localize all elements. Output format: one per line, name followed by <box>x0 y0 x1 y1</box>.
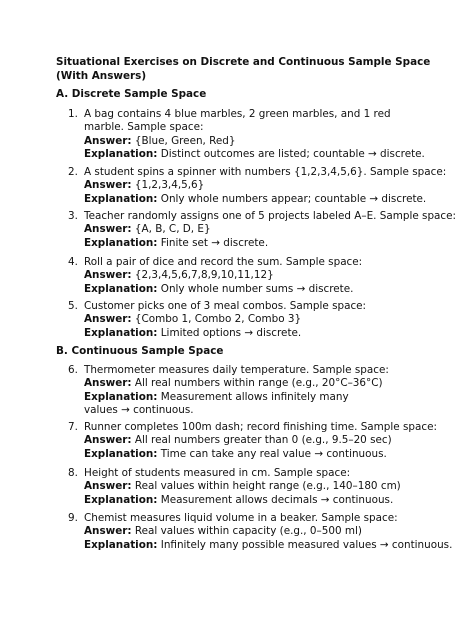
item-explanation: Distinct outcomes are listed; countable → discrete. <box>160 147 425 160</box>
item-answer-line <box>84 313 428 326</box>
item-answer: {Blue, Green, Red} <box>134 134 236 147</box>
item-body <box>84 467 428 507</box>
answer-label: Answer: <box>84 269 132 282</box>
explanation-label: Explanation: <box>84 493 158 506</box>
item-number: 1. <box>68 108 78 120</box>
item-answer-line <box>84 179 428 192</box>
item-answer-line <box>84 223 428 236</box>
item-body <box>84 300 428 340</box>
answer-label: Answer: <box>84 525 132 538</box>
item-answer-line <box>84 135 428 148</box>
item-explanation: Measurement allows decimals → continuous. <box>160 493 394 506</box>
answer-label: Answer: <box>84 134 132 147</box>
item-question: Roll a pair of dice and record the sum. Sample space: <box>84 256 363 268</box>
item-answer: Real values within height range (e.g., 140–180 cm) <box>134 480 401 493</box>
exercise-item-1 <box>68 108 428 161</box>
answer-label: Answer: <box>84 480 132 493</box>
item-answer-line <box>84 377 428 390</box>
item-answer: {Combo 1, Combo 2, Combo 3} <box>134 313 302 326</box>
item-explanation-line <box>84 538 453 552</box>
item-number: 9. <box>68 512 78 524</box>
item-answer-line <box>84 525 428 538</box>
item-explanation: Only whole number sums → discrete. <box>160 282 354 295</box>
item-explanation: Finite set → discrete. <box>160 236 269 249</box>
item-explanation-line <box>84 448 428 461</box>
item-question: Thermometer measures daily temperature. Sample space: <box>84 364 389 376</box>
answer-label: Answer: <box>84 313 132 326</box>
item-explanation: Measurement allows infinitely many values → continuous. <box>84 390 349 416</box>
item-answer: All real numbers within range (e.g., 20°C–36°C) <box>134 377 383 390</box>
explanation-label: Explanation: <box>84 447 158 460</box>
item-explanation-line <box>84 283 428 296</box>
item-body <box>84 512 453 552</box>
item-question: A bag contains 4 blue marbles, 2 green marbles, and 1 red marble. Sample space: <box>84 108 391 134</box>
exercise-item-5 <box>68 300 428 340</box>
exercise-item-3 <box>68 210 457 250</box>
explanation-label: Explanation: <box>84 538 158 551</box>
item-explanation-line <box>84 327 428 340</box>
answer-label: Answer: <box>84 434 132 447</box>
item-question: Height of students measured in cm. Sample space: <box>84 467 351 479</box>
item-answer-line <box>84 480 428 493</box>
exercise-item-6 <box>68 364 428 417</box>
item-number: 2. <box>68 166 78 178</box>
section-heading-discrete: A. Discrete Sample Space <box>56 88 207 100</box>
item-answer: Real values within capacity (e.g., 0–500 ml) <box>134 525 362 538</box>
explanation-label: Explanation: <box>84 326 158 339</box>
item-question: A student spins a spinner with numbers {1,2,3,4,5,6}. Sample space: <box>84 166 447 178</box>
section-heading-continuous: B. Continuous Sample Space <box>56 345 224 357</box>
item-answer-line <box>84 434 428 447</box>
item-question: Teacher randomly assigns one of 5 projects labeled A–E. Sample space: <box>84 210 457 222</box>
item-body <box>84 210 457 250</box>
item-explanation-line <box>84 391 354 418</box>
explanation-label: Explanation: <box>84 390 158 403</box>
item-number: 4. <box>68 256 78 268</box>
explanation-label: Explanation: <box>84 282 158 295</box>
explanation-label: Explanation: <box>84 236 158 249</box>
answer-label: Answer: <box>84 223 132 236</box>
item-question: Customer picks one of 3 meal combos. Sample space: <box>84 300 367 312</box>
item-explanation-line <box>84 494 428 507</box>
item-number: 7. <box>68 421 78 433</box>
item-body <box>84 364 428 417</box>
item-question: Runner completes 100m dash; record finishing time. Sample space: <box>84 421 437 433</box>
item-body <box>84 166 447 206</box>
item-explanation-line <box>84 237 428 250</box>
item-explanation: Infinitely many possible measured values → continuous. <box>160 538 453 551</box>
explanation-label: Explanation: <box>84 192 158 205</box>
item-body <box>84 108 428 161</box>
exercise-item-9 <box>68 512 453 552</box>
item-body <box>84 421 437 461</box>
exercise-item-8 <box>68 467 428 507</box>
item-explanation-line <box>84 148 428 161</box>
item-explanation: Time can take any real value → continuous. <box>160 447 387 460</box>
item-body <box>84 256 428 296</box>
item-answer-line <box>84 269 428 282</box>
item-explanation: Limited options → discrete. <box>160 326 302 339</box>
exercise-item-4 <box>68 256 428 296</box>
answer-label: Answer: <box>84 377 132 390</box>
exercise-item-2 <box>68 166 447 206</box>
item-explanation-line <box>84 193 428 206</box>
item-answer: {1,2,3,4,5,6} <box>134 179 205 192</box>
item-number: 3. <box>68 210 78 222</box>
exercise-item-7 <box>68 421 437 461</box>
item-explanation: Only whole numbers appear; countable → discrete. <box>160 192 427 205</box>
item-number: 5. <box>68 300 78 312</box>
item-answer: All real numbers greater than 0 (e.g., 9.5–20 sec) <box>134 434 392 447</box>
item-answer: {A, B, C, D, E} <box>134 223 211 236</box>
item-answer: {2,3,4,5,6,7,8,9,10,11,12} <box>134 269 274 282</box>
item-question: Chemist measures liquid volume in a beaker. Sample space: <box>84 512 398 524</box>
document-title: Situational Exercises on Discrete and Continuous Sample Space (With Answers) <box>56 56 431 82</box>
answer-label: Answer: <box>84 179 132 192</box>
item-number: 8. <box>68 467 78 479</box>
explanation-label: Explanation: <box>84 147 158 160</box>
item-number: 6. <box>68 364 78 376</box>
